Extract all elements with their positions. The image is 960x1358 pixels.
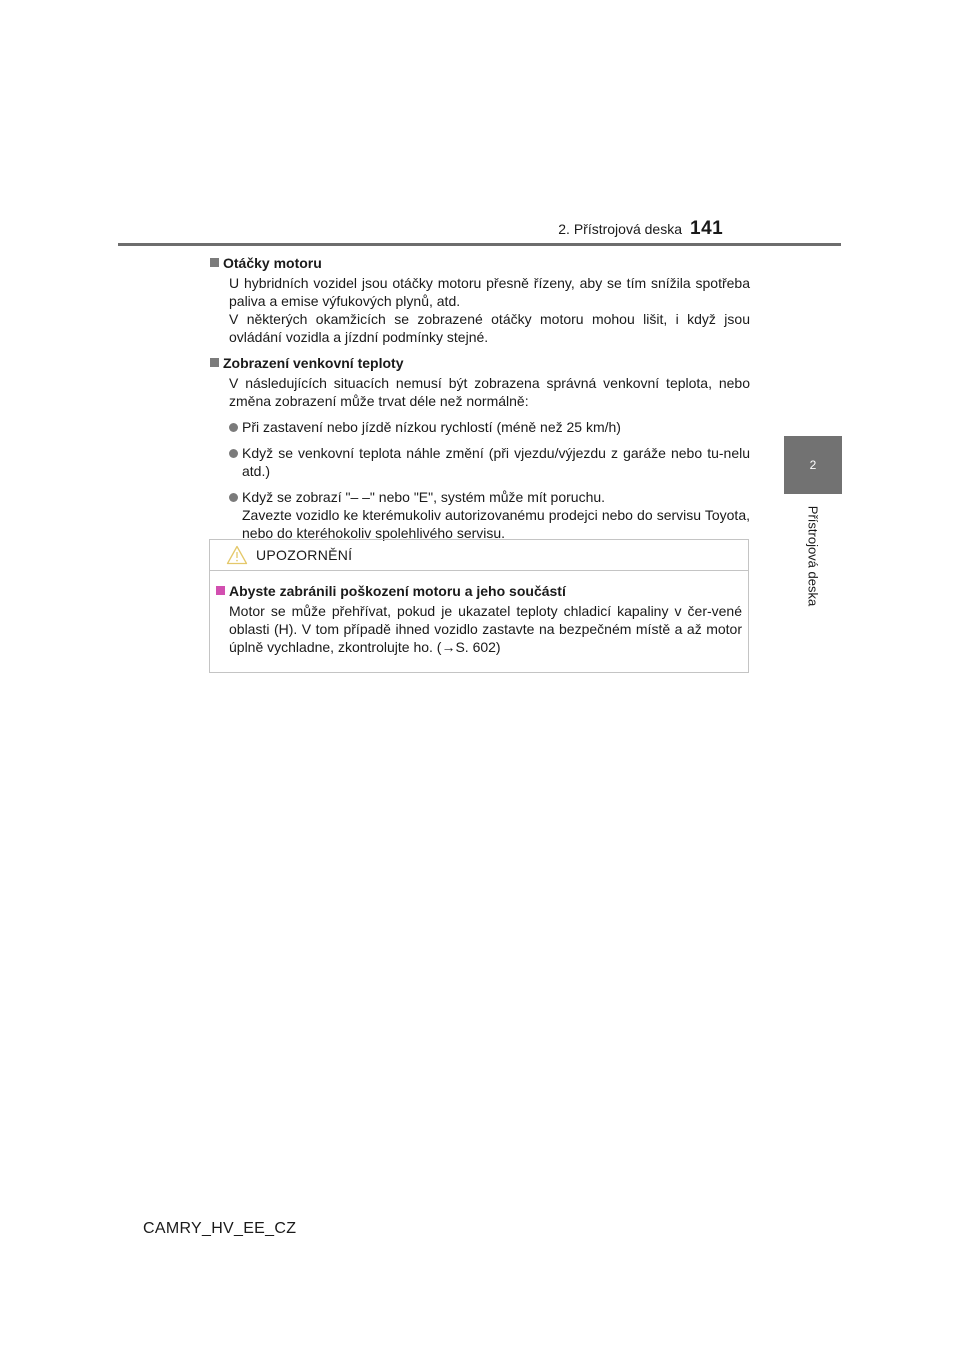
round-bullet-icon: [229, 423, 238, 432]
warning-heading: UPOZORNĚNÍ: [256, 547, 353, 563]
bullet-note: Zavezte vozidlo ke kterémukoliv autorizovanému prodejci nebo do servisu Toyota, nebo do kteréhokoliv spolehlivého servisu.: [242, 507, 750, 541]
square-bullet-icon: [216, 586, 225, 595]
warning-triangle-icon: [226, 545, 248, 565]
bullet-text: Když se zobrazí "– –" nebo "E", systém může mít poruchu.: [242, 489, 606, 505]
section-paragraph: V některých okamžicích se zobrazené otáčky motoru mohou lišit, i když jsou ovládání vozidla a jízdní podmínky stejné.: [229, 311, 750, 345]
section-paragraph: U hybridních vozidel jsou otáčky motoru přesně řízeny, aby se tím snížila spotřeba paliva a emise výfukových plynů, atd.: [229, 275, 750, 309]
chapter-number: 2: [809, 458, 817, 472]
warning-text: Motor se může přehřívat, pokud je ukazatel teploty chladicí kapaliny v čer-vené oblasti (H). V tom případě ihned vozidlo zastavte na bezpečném místě a až motor úplně vychladne, zkontrolujte ho. (→S. 602): [229, 603, 742, 655]
warning-body: [210, 571, 748, 656]
warning-header: [210, 540, 748, 571]
list-item: Když se venkovní teplota náhle změní (při vjezdu/výjezdu z garáže nebo tu-nelu atd.): [229, 444, 750, 480]
page-number: 141: [690, 218, 724, 239]
chapter-tab[interactable]: [784, 436, 842, 494]
section-heading: Otáčky motoru: [210, 254, 750, 273]
model-code: CAMRY_HV_EE_CZ: [143, 1220, 297, 1237]
header-rule: [118, 243, 841, 246]
list-item: Při zastavení nebo jízdě nízkou rychlostí (méně než 25 km/h): [229, 418, 750, 436]
warning-title: Abyste zabránili poškození motoru a jeho součástí: [216, 582, 742, 601]
chapter-tab-label: Přístrojová deska: [805, 505, 821, 607]
section-heading: Zobrazení venkovní teploty: [210, 354, 750, 373]
warning-box: [209, 539, 749, 673]
section-paragraph: V následujících situacích nemusí být zobrazena správná venkovní teplota, nebo změna zobrazení může trvat déle než normálně:: [229, 375, 750, 409]
page-content: [210, 254, 750, 542]
chapter-title: 2. Přístrojová deska: [558, 221, 682, 237]
round-bullet-icon: [229, 449, 238, 458]
list-item: [229, 488, 750, 542]
square-bullet-icon: [210, 358, 219, 367]
round-bullet-icon: [229, 493, 238, 502]
square-bullet-icon: [210, 258, 219, 267]
